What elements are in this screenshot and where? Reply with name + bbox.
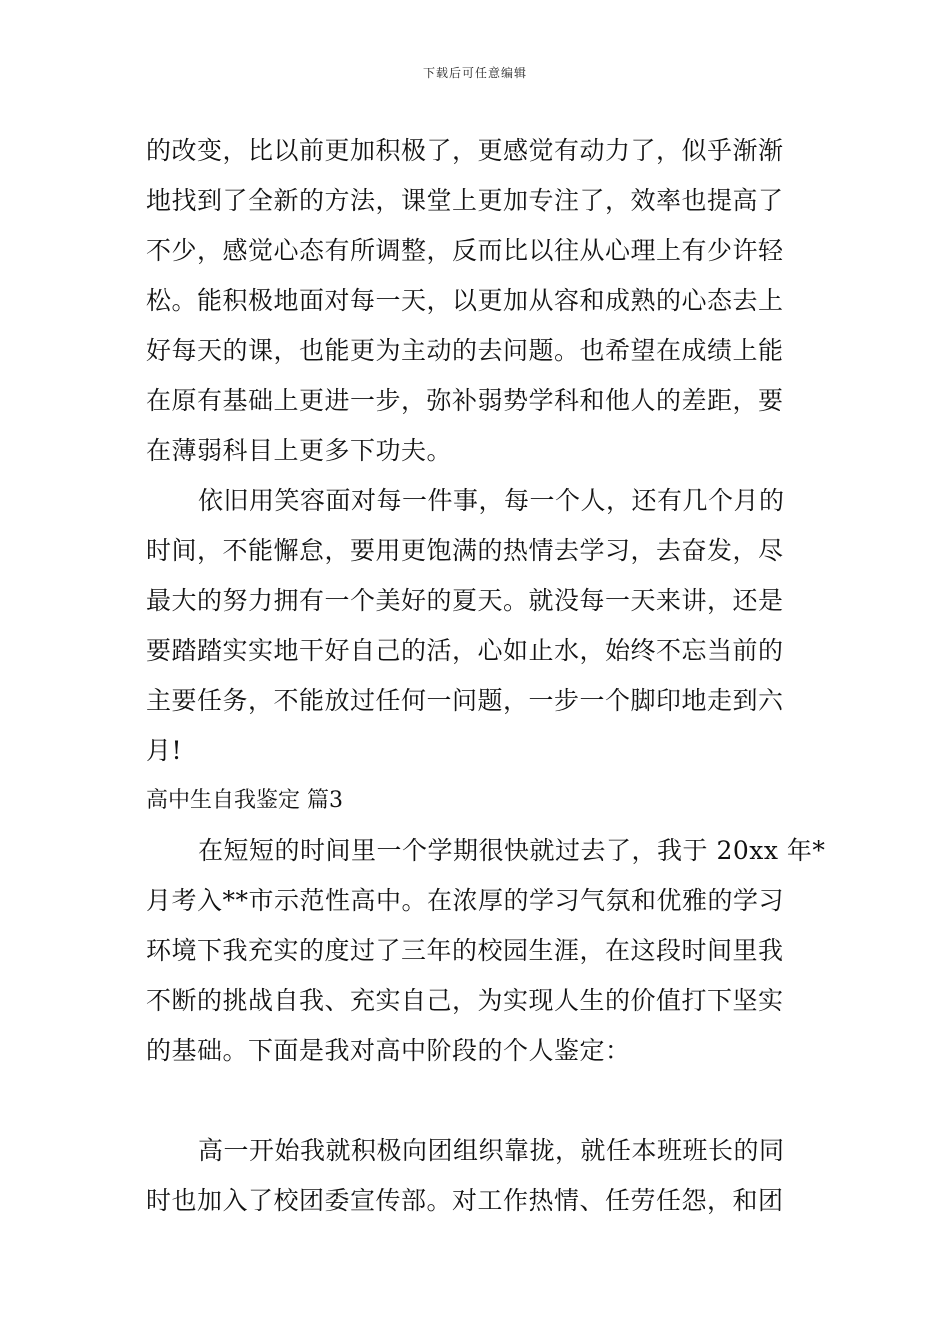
text-line: 在薄弱科目上更多下功夫。 — [146, 436, 453, 465]
text-line: 月! — [146, 736, 183, 765]
text-line: 的基础。下面是我对高中阶段的个人鉴定： — [146, 1036, 631, 1065]
text-line: 在原有基础上更进一步，弥补弱势学科和他人的差距，要 — [146, 386, 784, 415]
paragraph-2 — [146, 476, 808, 776]
section-heading: 高中生自我鉴定 篇3 — [146, 788, 343, 813]
document-body — [146, 126, 826, 1226]
text-line: 的改变，比以前更加积极了，更感觉有动力了，似乎渐渐 — [146, 136, 784, 165]
text-line: 依旧用笑容面对每一件事，每一个人，还有几个月的 — [198, 486, 785, 515]
text-line: 主要任务，不能放过任何一问题，一步一个脚印地走到六 — [146, 686, 784, 715]
paragraph-4 — [146, 1126, 808, 1226]
text-line: 不断的挑战自我、充实自己，为实现人生的价值打下坚实 — [146, 986, 784, 1015]
text-line: 时也加入了校团委宣传部。对工作热情、任劳任怨，和团 — [146, 1186, 784, 1215]
text-line: 地找到了全新的方法，课堂上更加专注了，效率也提高了 — [146, 186, 784, 215]
text-line: 在短短的时间里一个学期很快就过去了，我于 20xx 年* — [198, 836, 826, 865]
text-line: 高一开始我就积极向团组织靠拢，就任本班班长的同 — [198, 1136, 785, 1165]
text-line: 松。能积极地面对每一天，以更加从容和成熟的心态去上 — [146, 286, 784, 315]
page-header: 下载后可任意编辑 — [422, 66, 527, 80]
text-line: 时间，不能懈怠，要用更饱满的热情去学习，去奋发，尽 — [146, 536, 784, 565]
text-line: 环境下我充实的度过了三年的校园生涯，在这段时间里我 — [146, 936, 784, 965]
paragraph-spacer — [146, 1076, 808, 1126]
text-line: 好每天的课，也能更为主动的去问题。也希望在成绩上能 — [146, 336, 784, 365]
text-line: 最大的努力拥有一个美好的夏天。就没每一天来讲，还是 — [146, 586, 784, 615]
text-line: 月考入**市示范性高中。在浓厚的学习气氛和优雅的学习 — [146, 886, 785, 915]
text-line: 要踏踏实实地干好自己的活，心如止水，始终不忘当前的 — [146, 636, 784, 665]
paragraph-1 — [146, 126, 808, 476]
text-line: 不少，感觉心态有所调整，反而比以往从心理上有少许轻 — [146, 236, 784, 265]
paragraph-3 — [146, 826, 826, 1076]
